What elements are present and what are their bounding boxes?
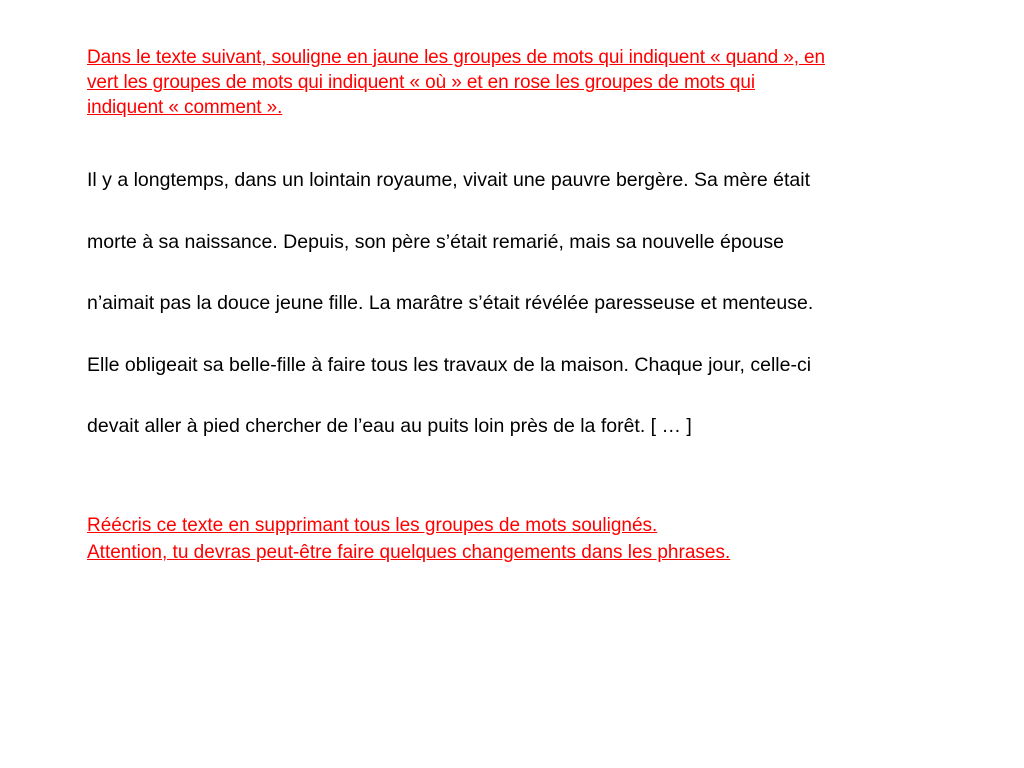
instruction-line: indiquent « comment ». <box>87 97 283 118</box>
rewrite-instruction <box>87 512 987 566</box>
instruction-line: vert les groupes de mots qui indiquent « où » et en rose les groupes de mots qui <box>87 72 755 93</box>
story-line: Elle obligeait sa belle-fille à faire tous les travaux de la maison. Chaque jour, celle-ci <box>87 353 812 376</box>
instruction-paragraph <box>87 45 997 120</box>
rewrite-line: Attention, tu devras peut-être faire quelques changements dans les phrases. <box>87 542 731 563</box>
story-line: Il y a longtemps, dans un lointain royaume, vivait une pauvre bergère. Sa mère était <box>87 169 810 191</box>
story-paragraph <box>87 166 987 474</box>
rewrite-line: Réécris ce texte en supprimant tous les groupes de mots soulignés. <box>87 515 658 536</box>
instruction-line: Dans le texte suivant, souligne en jaune les groupes de mots qui indiquent « quand », en <box>87 47 825 68</box>
story-line: n’aimait pas la douce jeune fille. La marâtre s’était révélée paresseuse et menteuse. <box>87 292 814 314</box>
story-line: devait aller à pied chercher de l’eau au puits loin près de la forêt. [ … ] <box>87 415 692 437</box>
story-line: morte à sa naissance. Depuis, son père s’était remarié, mais sa nouvelle épouse <box>87 230 784 253</box>
